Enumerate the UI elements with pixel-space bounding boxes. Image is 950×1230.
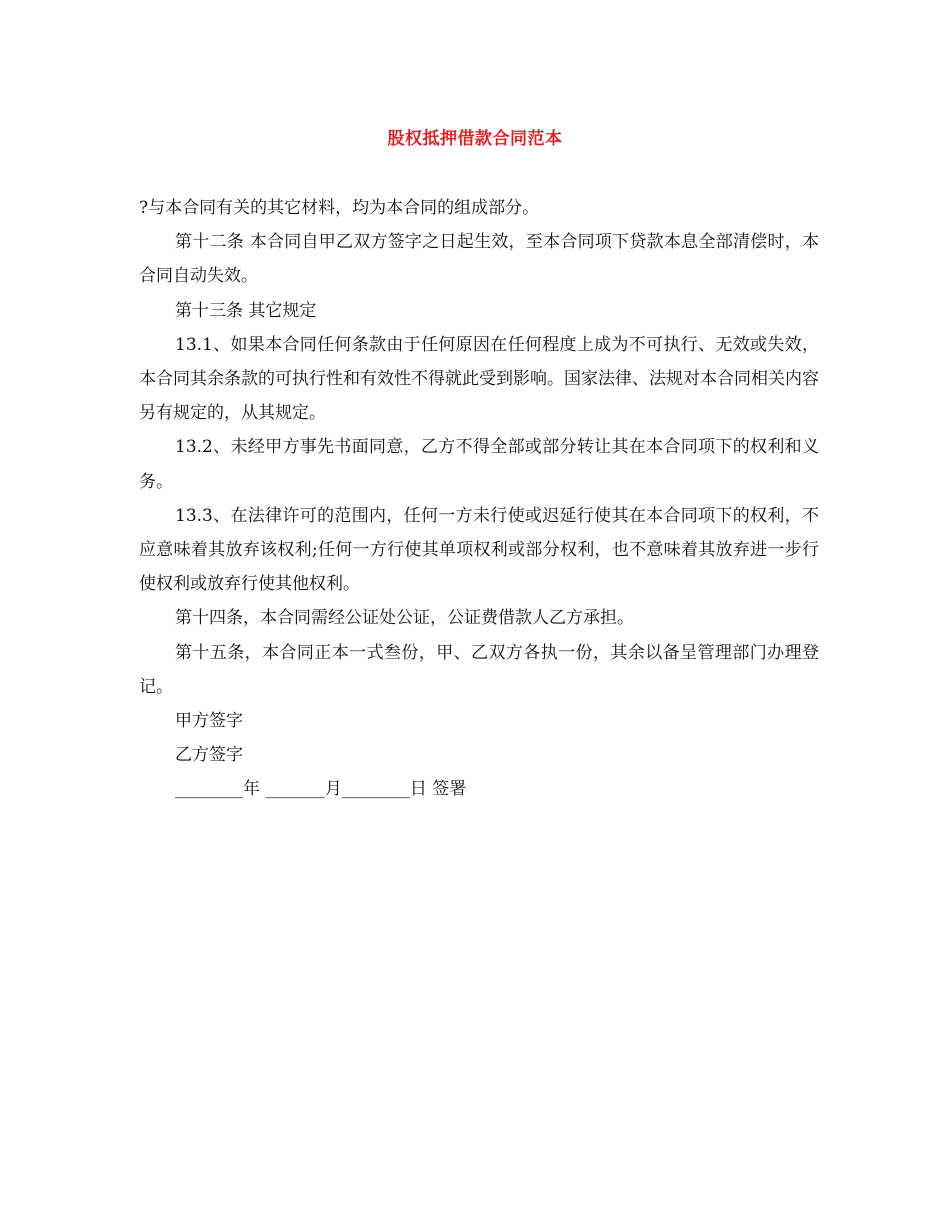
paragraph-article-14: 第十四条，本合同需经公证处公证，公证费借款人乙方承担。 [175, 608, 634, 629]
paragraph-article-13: 第十三条 其它规定 [175, 300, 317, 321]
party-a-signature-label: 甲方签字 [175, 711, 243, 732]
document-title: 股权抵押借款合同范本 [387, 129, 563, 149]
party-b-signature-label: 乙方签字 [175, 745, 243, 766]
document-body [139, 191, 819, 807]
paragraph-materials: ?与本合同有关的其它材料，均为本合同的组成部分。 [139, 198, 540, 218]
paragraph-article-12: 第十二条 本合同自甲乙双方签字之日起生效，至本合同项下贷款本息全部清偿时，本合同自动失效。 [139, 232, 819, 287]
paragraph-clause-13-2: 13.2、未经甲方事先书面同意，乙方不得全部或部分转让其在本合同项下的权利和义务。 [139, 437, 819, 492]
paragraph-article-15: 第十五条，本合同正本一式叁份，甲、乙双方各执一份，其余以备呈管理部门办理登记。 [139, 642, 819, 697]
paragraph-clause-13-3: 13.3、在法律许可的范围内，任何一方未行使或迟延行使其在本合同项下的权利，不应意味着其放弃该权利;任何一方行使其单项权利或部分权利，也不意味着其放弃进一步行使权利或放弃行使其他权利。 [139, 505, 819, 595]
paragraph-clause-13-1: 13.1、如果本合同任何条款由于任何原因在任何程度上成为不可执行、无效或失效，本合同其余条款的可执行性和有效性不得就此受到影响。国家法律、法规对本合同相关内容另有规定的，从其规定。 [139, 334, 819, 424]
signing-date-line: ________年 _______月________日 签署 [175, 779, 467, 800]
